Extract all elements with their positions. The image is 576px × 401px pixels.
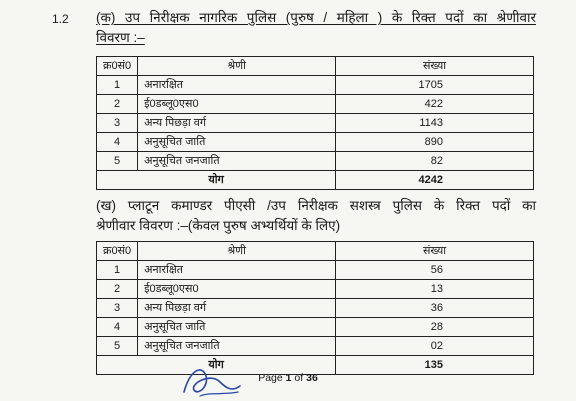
count-cell: 13 — [336, 280, 534, 299]
part-a-table — [96, 56, 534, 190]
column-header-serial: क्र0सं0 — [97, 57, 138, 76]
table-row — [97, 280, 534, 299]
serial-cell: 2 — [97, 280, 138, 299]
footer-total-pages: 36 — [306, 372, 318, 384]
serial-cell: 2 — [97, 95, 138, 114]
column-header-serial: क्र0सं0 — [97, 242, 138, 261]
table-header-row — [97, 242, 534, 261]
footer-of-word: of — [294, 372, 304, 384]
category-cell: अनारक्षित — [138, 261, 336, 280]
total-label: योग — [97, 171, 336, 190]
count-cell: 1143 — [336, 114, 534, 133]
category-cell: अनुसूचित जाति — [138, 133, 336, 152]
count-cell: 02 — [336, 337, 534, 356]
serial-cell: 1 — [97, 76, 138, 95]
part-b-heading — [96, 196, 536, 236]
category-cell: अनुसूचित जाति — [138, 318, 336, 337]
count-cell: 82 — [336, 152, 534, 171]
total-label: योग — [97, 356, 336, 375]
total-value: 4242 — [336, 171, 534, 190]
table-row — [97, 114, 534, 133]
serial-cell: 4 — [97, 318, 138, 337]
serial-cell: 5 — [97, 337, 138, 356]
part-b-heading-line1: (ख) प्लाटून कमाण्डर पीएसी /उप निरीक्षक सशस्त्र पुलिस के रिक्त पदों का — [96, 198, 536, 213]
count-cell: 890 — [336, 133, 534, 152]
part-a-heading-line1: (क) उप निरीक्षक नागरिक पुलिस (पुरुष / महिला ) के रिक्त पदों का श्रेणीवार — [96, 10, 536, 25]
category-cell: अनुसूचित जनजाति — [138, 337, 336, 356]
category-cell: ई0डब्लू0एस0 — [138, 280, 336, 299]
serial-cell: 3 — [97, 299, 138, 318]
table-row — [97, 152, 534, 171]
column-header-category: श्रेणी — [138, 242, 336, 261]
count-cell: 28 — [336, 318, 534, 337]
column-header-category: श्रेणी — [138, 57, 336, 76]
count-cell: 1705 — [336, 76, 534, 95]
table-row — [97, 337, 534, 356]
category-cell: अन्य पिछड़ा वर्ग — [138, 114, 336, 133]
section-number: 1.2 — [52, 12, 69, 26]
total-value: 135 — [336, 356, 534, 375]
category-cell: अनारक्षित — [138, 76, 336, 95]
category-cell: अन्य पिछड़ा वर्ग — [138, 299, 336, 318]
serial-cell: 5 — [97, 152, 138, 171]
column-header-count: संख्या — [336, 57, 534, 76]
table-row — [97, 318, 534, 337]
part-b-heading-line2: श्रेणीवार विवरण :–(केवल पुरुष अभ्यर्थियों के लिए) — [96, 218, 341, 233]
category-cell: अनुसूचित जनजाति — [138, 152, 336, 171]
serial-cell: 4 — [97, 133, 138, 152]
table-header-row — [97, 57, 534, 76]
footer-current-page: 1 — [285, 372, 292, 384]
table-row — [97, 133, 534, 152]
footer-page-word: Page — [258, 372, 283, 384]
serial-cell: 3 — [97, 114, 138, 133]
part-a-heading — [96, 8, 536, 48]
part-b-table — [96, 241, 534, 375]
table-total-row — [97, 171, 534, 190]
serial-cell: 1 — [97, 261, 138, 280]
table-row — [97, 261, 534, 280]
part-a-heading-line2: विवरण :– — [96, 30, 145, 45]
table-row — [97, 95, 534, 114]
table-row — [97, 76, 534, 95]
table-row — [97, 299, 534, 318]
count-cell: 422 — [336, 95, 534, 114]
count-cell: 36 — [336, 299, 534, 318]
count-cell: 56 — [336, 261, 534, 280]
category-cell: ई0डब्लू0एस0 — [138, 95, 336, 114]
column-header-count: संख्या — [336, 242, 534, 261]
page-footer — [0, 372, 576, 384]
